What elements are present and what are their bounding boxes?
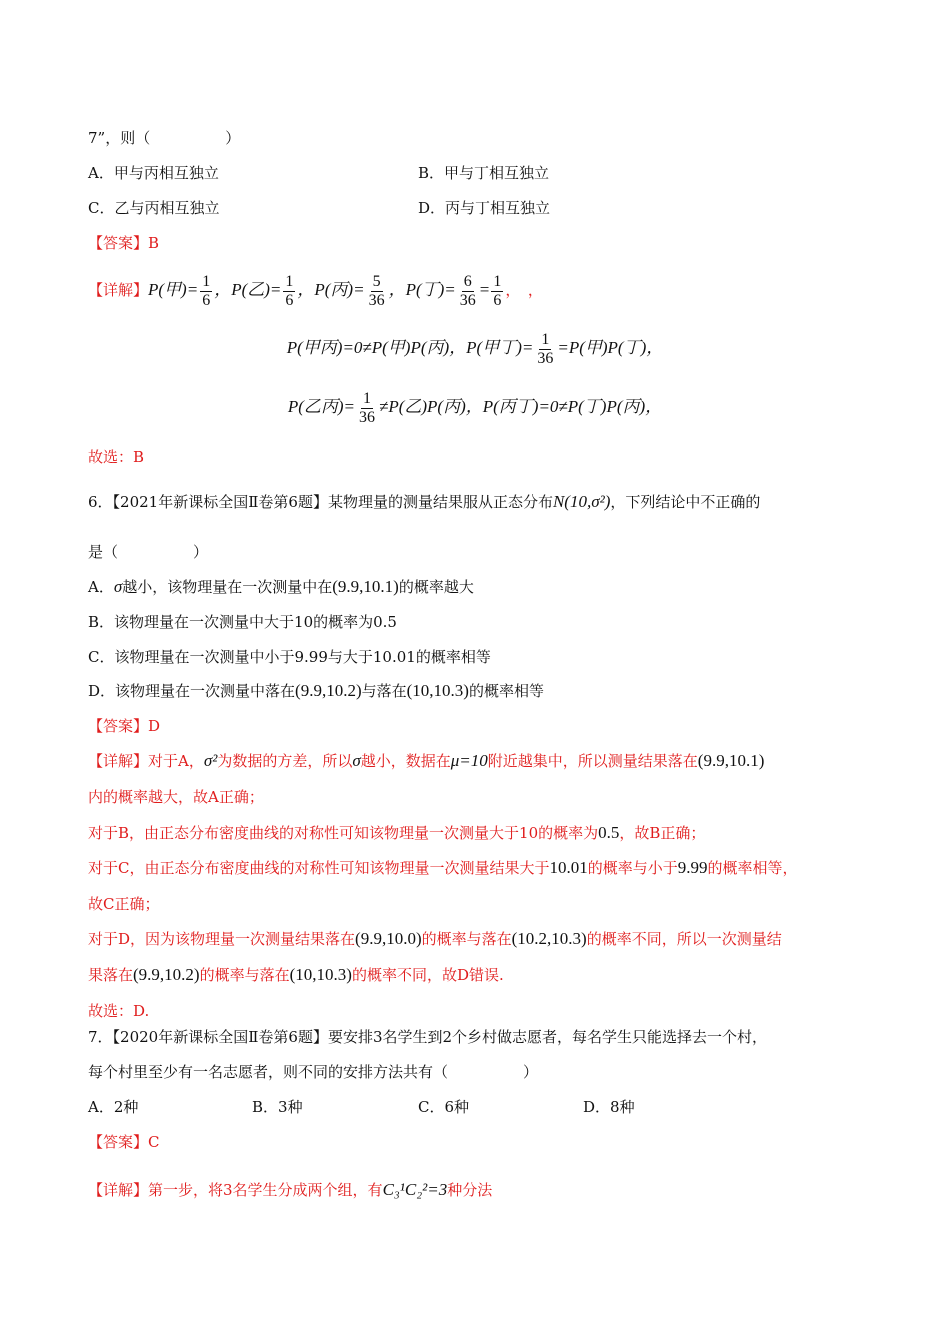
q6-option-b: B．该物理量在一次测量中大于10的概率为0.5: [88, 613, 397, 631]
q5-eq3-text: P(乙丙)=: [287, 397, 355, 416]
q6-stem-a: 6．【2021年新课标全国Ⅱ卷第6题】某物理量的测量结果服从正态分布: [88, 493, 553, 511]
q7-detail-line1: 【详解】第一步，将3名学生分成两个组，有C₃¹C₂²=3种分法: [88, 1180, 493, 1199]
q5-detail-tag: 【详解】: [88, 281, 149, 299]
q5-fraction-2: $\frac{1}{6}$: [285, 272, 294, 309]
q6-detail-line1: 【详解】对于A，σ²为数据的方差，所以σ越小，数据在μ=10附近越集中，所以测量结果落在(9.9,10.1): [88, 751, 765, 770]
q6-choose: 故选：D.: [88, 1002, 150, 1020]
q5-detail-eq2: [0, 328, 950, 368]
q5-eq3-fraction: $\frac{1}{36}$: [359, 389, 375, 426]
q5-eq3-tail: ≠P(乙)P(丙)，P(丙丁)=0≠P(丁)P(丙)，: [379, 397, 663, 416]
q7-answer: 【答案】C: [88, 1133, 160, 1151]
q5-fraction-1: $\frac{1}{6}$: [202, 272, 211, 309]
q6-detail-line4: 对于C，由正态分布密度曲线的对称性可知该物理量一次测量结果大于10.01的概率与小于9.99的概率相等，: [88, 858, 798, 877]
q5-option-c: C．乙与丙相互独立: [88, 199, 220, 217]
q6-option-a: A．σ越小，该物理量在一次测量中在(9.9,10.1)的概率越大: [88, 577, 474, 596]
q5-eq1-p2: ，P(乙)=: [214, 280, 282, 299]
q5-eq1-p3: ，P(丙)=: [297, 280, 365, 299]
q5-eq2-tail: =P(甲)P(丁)，: [557, 338, 664, 357]
q6-stem-line1: [88, 490, 760, 514]
q6-detail-line5: 故C正确；: [88, 895, 160, 913]
q5-option-b: B．甲与丁相互独立: [418, 164, 550, 182]
q6-option-c: C．该物理量在一次测量中小于9.99与大于10.01的概率相等: [88, 648, 491, 666]
q5-stem-tail: 7”，则（ ）: [88, 129, 241, 147]
q5-eq1-p1: P(甲)=: [148, 280, 199, 299]
q6-stem-math: N(10,σ²): [552, 492, 611, 511]
q7-option-b: B．3种: [252, 1098, 303, 1116]
q5-option-d: D．丙与丁相互独立: [418, 199, 551, 217]
q5-eq1-eq: =: [479, 280, 490, 299]
q7-stem-line2: 每个村里至少有一名志愿者，则不同的安排方法共有（ ）: [88, 1063, 539, 1081]
q6-option-d: D．该物理量在一次测量中落在(9.9,10.2)与落在(10,10.3)的概率相等: [88, 681, 544, 700]
q7-option-d: D．8种: [583, 1098, 635, 1116]
q5-fraction-4: $\frac{6}{36}$: [459, 272, 476, 309]
q5-choose: 故选：B: [88, 448, 145, 466]
q5-eq1-p4: ，P(丁)=: [388, 280, 456, 299]
q5-option-a: A．甲与丙相互独立: [88, 164, 219, 182]
q7-stem-line1: 7．【2020年新课标全国Ⅱ卷第6题】要安排3名学生到2个乡村做志愿者，每名学生只能选择去一个村，: [88, 1028, 768, 1046]
q6-detail-line3: 对于B，由正态分布密度曲线的对称性可知该物理量一次测量大于10的概率为0.5，故B正确；: [88, 823, 706, 842]
q6-stem-b: ，下列结论中不正确的: [610, 493, 761, 511]
q5-eq2-fraction: $\frac{1}{36}$: [537, 330, 554, 367]
q5-detail-eq3: [0, 387, 950, 427]
q5-eq1-tail: ， ，: [505, 281, 543, 299]
q5-fraction-3: $\frac{5}{36}$: [368, 272, 385, 309]
q5-eq2-text: P(甲丙)=0≠P(甲)P(丙)，P(甲丁)=: [286, 338, 534, 357]
q6-stem-c: 是（ ）: [88, 543, 209, 561]
q7-option-c: C．6种: [418, 1098, 470, 1116]
q5-fraction-5: $\frac{1}{6}$: [493, 272, 502, 309]
q6-answer: 【答案】D: [88, 717, 161, 735]
q5-detail-eq1: [88, 270, 543, 310]
q6-detail-line2: 内的概率越大，故A正确；: [88, 788, 264, 806]
q6-detail-line7: 果落在(9.9,10.2)的概率与落在(10,10.3)的概率不同，故D错误.: [88, 965, 504, 984]
q5-answer: 【答案】B: [88, 234, 160, 252]
q7-option-a: A．2种: [88, 1098, 139, 1116]
q6-detail-line6: 对于D，因为该物理量一次测量结果落在(9.9,10.0)的概率与落在(10.2,10.3)的概率不同，所以一次测量结: [88, 929, 782, 948]
